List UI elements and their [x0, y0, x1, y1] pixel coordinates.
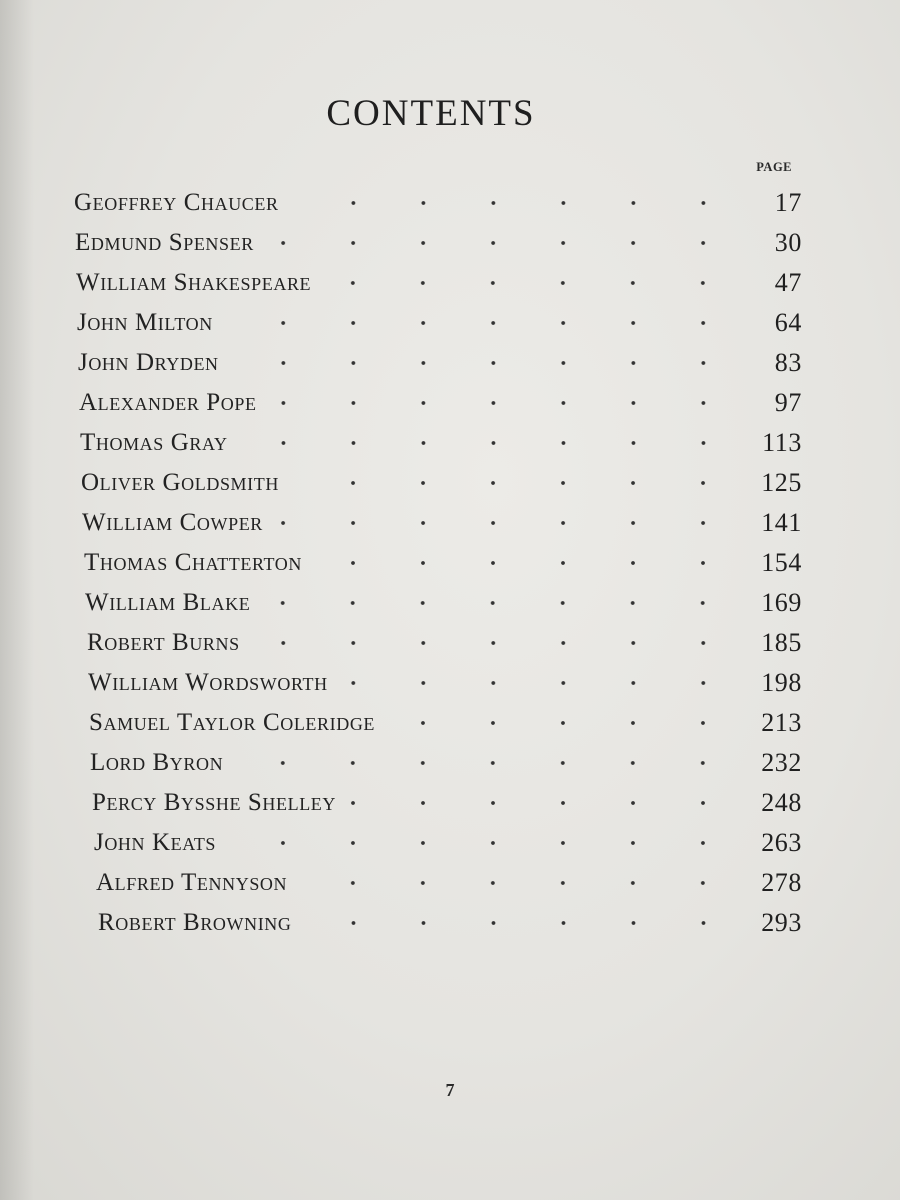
toc-entry-name: John Keats	[94, 829, 217, 856]
toc-entry-name: Edmund Spenser	[75, 229, 254, 256]
toc-entry-page: 83	[774, 348, 802, 377]
leader-dots	[262, 226, 744, 260]
toc-entry-page: 125	[761, 468, 802, 497]
toc-entry-name: Geoffrey Chaucer	[74, 189, 279, 216]
toc-entry-name: John Dryden	[78, 349, 219, 376]
leader-dots	[287, 186, 744, 220]
page-column-label: PAGE	[756, 160, 792, 174]
toc-entry	[88, 666, 802, 700]
leader-dots	[383, 706, 744, 740]
leader-dots	[271, 506, 744, 540]
toc-entry	[82, 506, 802, 540]
toc-entry-name: Alexander Pope	[79, 389, 257, 416]
toc-entry	[77, 306, 802, 340]
leader-dots	[258, 586, 744, 620]
toc-entry-page: 263	[761, 828, 802, 857]
toc-entry	[76, 266, 802, 300]
leader-dots	[265, 386, 744, 420]
toc-entry-page: 47	[774, 268, 802, 297]
toc-entry	[90, 746, 802, 780]
toc-entry-page: 213	[761, 708, 802, 737]
toc-entry-page: 154	[761, 548, 802, 577]
toc-entry	[87, 626, 802, 660]
leader-dots	[310, 546, 744, 580]
toc-entry-page: 64	[774, 308, 802, 337]
toc-entry-page: 169	[761, 588, 802, 617]
toc-entry-name: William Cowper	[82, 509, 263, 536]
toc-entry-name: Robert Browning	[98, 909, 292, 936]
leader-dots	[295, 866, 744, 900]
toc-entry-name: Percy Bysshe Shelley	[92, 789, 336, 816]
toc-entry-name: Samuel Taylor Coleridge	[89, 709, 376, 736]
toc-entry	[94, 826, 802, 860]
toc-entry-name: Robert Burns	[87, 629, 240, 656]
leader-dots	[248, 626, 744, 660]
toc-entry	[84, 546, 802, 580]
leader-dots	[231, 746, 744, 780]
toc-entry	[89, 706, 802, 740]
toc-entry	[80, 426, 802, 460]
leader-dots	[221, 306, 744, 340]
page-number: 7	[445, 1080, 455, 1100]
leader-dots	[227, 346, 744, 380]
toc-entry	[78, 346, 802, 380]
toc-entry-page: 17	[774, 188, 802, 217]
toc-entry-name: William Blake	[85, 589, 251, 616]
leader-dots	[224, 826, 744, 860]
toc-entry-page: 141	[761, 508, 802, 537]
toc-entry	[96, 866, 802, 900]
toc-entry-name: Lord Byron	[90, 749, 224, 776]
toc-entry	[81, 466, 802, 500]
toc-entry	[92, 786, 802, 820]
toc-entry-page: 293	[761, 908, 802, 937]
toc-entry-page: 97	[774, 388, 802, 417]
toc-entry	[79, 386, 802, 420]
toc-entry-page: 232	[761, 748, 802, 777]
toc-entry-name: William Wordsworth	[88, 669, 328, 696]
leader-dots	[236, 426, 744, 460]
toc-entry-name: Thomas Gray	[80, 429, 228, 456]
toc-entry	[98, 906, 802, 940]
leader-dots	[300, 906, 744, 940]
toc-entry	[74, 186, 802, 220]
toc-entry-name: Alfred Tennyson	[96, 869, 288, 896]
leader-dots	[336, 666, 744, 700]
page-title: CONTENTS	[326, 93, 536, 134]
toc-entry-name: Thomas Chatterton	[84, 549, 302, 576]
toc-entry-name: William Shakespeare	[76, 269, 312, 296]
toc-entry	[85, 586, 802, 620]
toc-entry-page: 185	[761, 628, 802, 657]
toc-entry-page: 248	[761, 788, 802, 817]
toc-entry-page: 113	[762, 428, 802, 457]
leader-dots	[344, 786, 744, 820]
toc-entry	[75, 226, 802, 260]
leader-dots	[319, 266, 744, 300]
toc-entry-name: John Milton	[77, 309, 213, 336]
toc-entry-page: 278	[761, 868, 802, 897]
toc-entry-page: 198	[761, 668, 802, 697]
leader-dots	[287, 466, 744, 500]
toc-entry-name: Oliver Goldsmith	[81, 469, 279, 496]
toc-entry-page: 30	[774, 228, 802, 257]
